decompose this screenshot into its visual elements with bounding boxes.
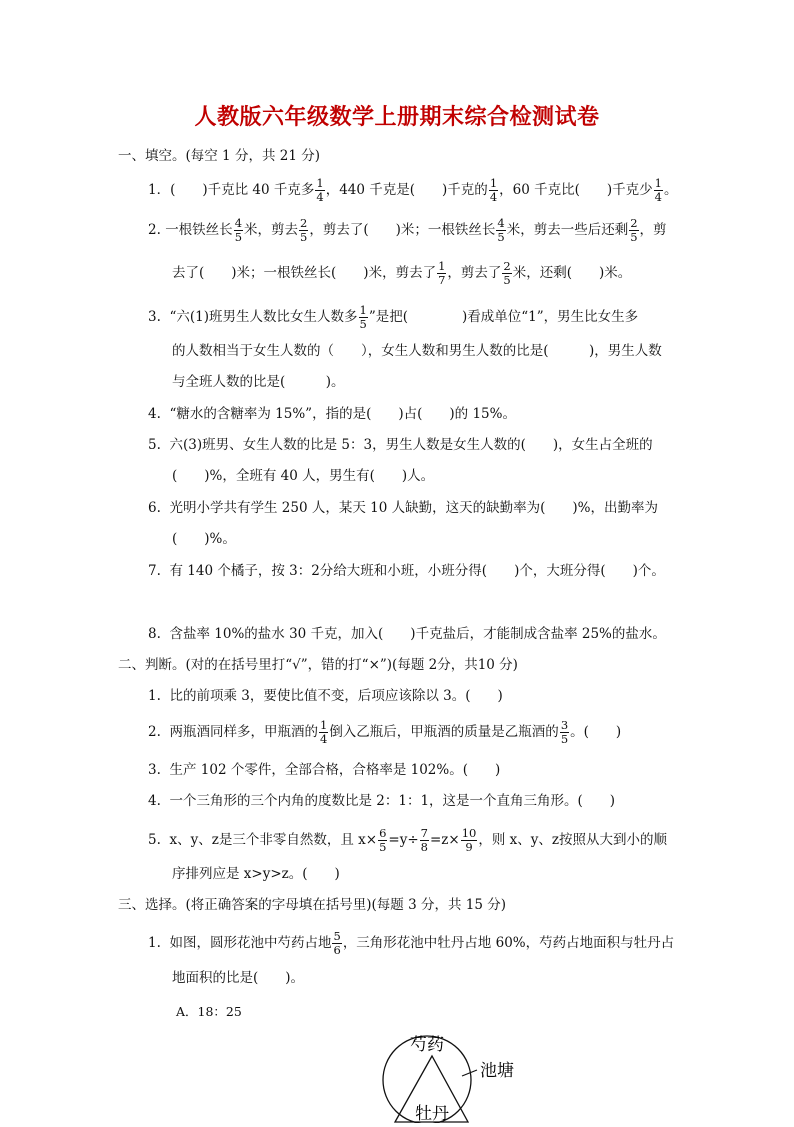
fill-q6-line2: ( )%。: [172, 531, 236, 547]
judge-q3: 3. 生产 102 个零件，全部合格，合格率是 102%。( ): [148, 762, 501, 778]
pond-figure: [380, 1018, 520, 1123]
fraction: $\frac{1}{4}$: [319, 718, 328, 746]
judge-q5: 5. x、y、z是三个非零自然数，且 x× $\frac{6}{5}$ =y÷ $\frac{7}{8}$ =z× $\frac{10}{9}$ ，则 x、y、z按照从大到小的顺: [148, 826, 668, 854]
fraction: $\frac{1}{4}$: [316, 176, 324, 204]
fill-q5: 5. 六(3)班男、女生人数的比是 5：3，男生人数是女生人数的( )，女生占全班的: [148, 437, 653, 453]
fill-q3: 3. “六(1)班男生人数比女生人数多 $\frac{1}{5}$ ”是把( )看成单位“1”，男生比女生多: [148, 303, 639, 331]
exam-title: 人教版六年级数学上册期末综合检测试卷: [194, 105, 600, 130]
fraction: $\frac{3}{5}$: [560, 718, 569, 746]
fill-q8: 8. 含盐率 10%的盐水 30 千克，加入( )千克盐后，才能制成含盐率 25%的盐水。: [148, 626, 666, 642]
section-3-heading: 三、选择。(将正确答案的字母填在括号里)(每题 3 分，共 15 分): [118, 897, 506, 913]
fill-q3-line2: 的人数相当于女生人数的（ ），女生人数和男生人数的比是( )，男生人数: [172, 343, 662, 359]
pond-diagram: [380, 1018, 520, 1123]
fill-q6: 6. 光明小学共有学生 250 人，某天 10 人缺勤，这天的缺勤率为( )%，出勤率为: [148, 500, 658, 516]
option-a: A．18：25: [176, 1004, 242, 1019]
fraction: $\frac{2}{5}$: [630, 216, 638, 244]
label-shaoyao: 芍药: [410, 1035, 444, 1055]
fraction: $\frac{1}{4}$: [654, 176, 662, 204]
fill-q2: 2. 一根铁丝长 $\frac{4}{5}$ 米，剪去 $\frac{2}{5}$ ，剪去了( )米；一根铁丝长 $\frac{4}{5}$ 米，剪去一些后还剩 $\frac{2}{5}$ ，剪: [148, 216, 667, 244]
section-2-heading: 二、判断。(对的在括号里打“√”，错的打“×”)(每题 2分，共10 分): [118, 657, 518, 673]
fraction: $\frac{1}{7}$: [438, 259, 446, 287]
fraction: $\frac{2}{5}$: [300, 216, 308, 244]
fill-q4: 4. “糖水的含糖率为 15%”，指的是( )占( )的 15%。: [148, 406, 516, 422]
judge-q1: 1. 比的前项乘 3，要使比值不变，后项应该除以 3。( ): [148, 688, 503, 704]
fill-q1: 1．( )千克比 40 千克多 $\frac{1}{4}$ ，440 千克是( )千克的 $\frac{1}{4}$ ，60 千克比( )千克少 $\frac{1}{4}$ 。: [148, 176, 678, 204]
fill-q3-line3: 与全班人数的比是( )。: [172, 374, 345, 390]
fill-q5-line2: ( )%，全班有 40 人，男生有( )人。: [172, 468, 435, 484]
fraction: $\frac{4}{5}$: [234, 216, 243, 244]
fraction: $\frac{4}{5}$: [497, 216, 505, 244]
choice-q1-line2: 地面积的比是( )。: [172, 970, 305, 986]
judge-q4: 4. 一个三角形的三个内角的度数比是 2：1：1，这是一个直角三角形。( ): [148, 793, 616, 809]
judge-q5-line2: 序排列应是 x>y>z。( ): [172, 866, 340, 882]
label-mudan: 牡丹: [415, 1104, 449, 1123]
label-chitang: 池塘: [480, 1061, 514, 1081]
fill-q2-cont: 去了( )米；一根铁丝长( )米，剪去了 $\frac{1}{7}$ ，剪去了 $\frac{2}{5}$ 米，还剩( )米。: [172, 259, 632, 287]
section-1-heading: 一、填空。(每空 1 分，共 21 分): [118, 148, 320, 164]
fraction: $\frac{5}{6}$: [333, 929, 341, 957]
choice-q1: 1. 如图，圆形花池中芍药占地 $\frac{5}{6}$ ，三角形花池中牡丹占地 60%，芍药占地面积与牡丹占: [148, 929, 675, 957]
fraction: $\frac{7}{8}$: [420, 826, 428, 854]
judge-q2: 2. 两瓶酒同样多，甲瓶酒的 $\frac{1}{4}$ 倒入乙瓶后，甲瓶酒的质量是乙瓶酒的 $\frac{3}{5}$ 。( ): [148, 718, 622, 746]
fraction: $\frac{1}{5}$: [359, 303, 367, 331]
fill-q7: 7. 有 140 个橘子，按 3：2分给大班和小班，小班分得( )个，大班分得( )个。: [148, 563, 665, 579]
fraction: $\frac{2}{5}$: [503, 259, 511, 287]
fraction: $\frac{10}{9}$: [461, 826, 477, 854]
fraction: $\frac{1}{4}$: [489, 176, 498, 204]
fraction: $\frac{6}{5}$: [379, 826, 387, 854]
